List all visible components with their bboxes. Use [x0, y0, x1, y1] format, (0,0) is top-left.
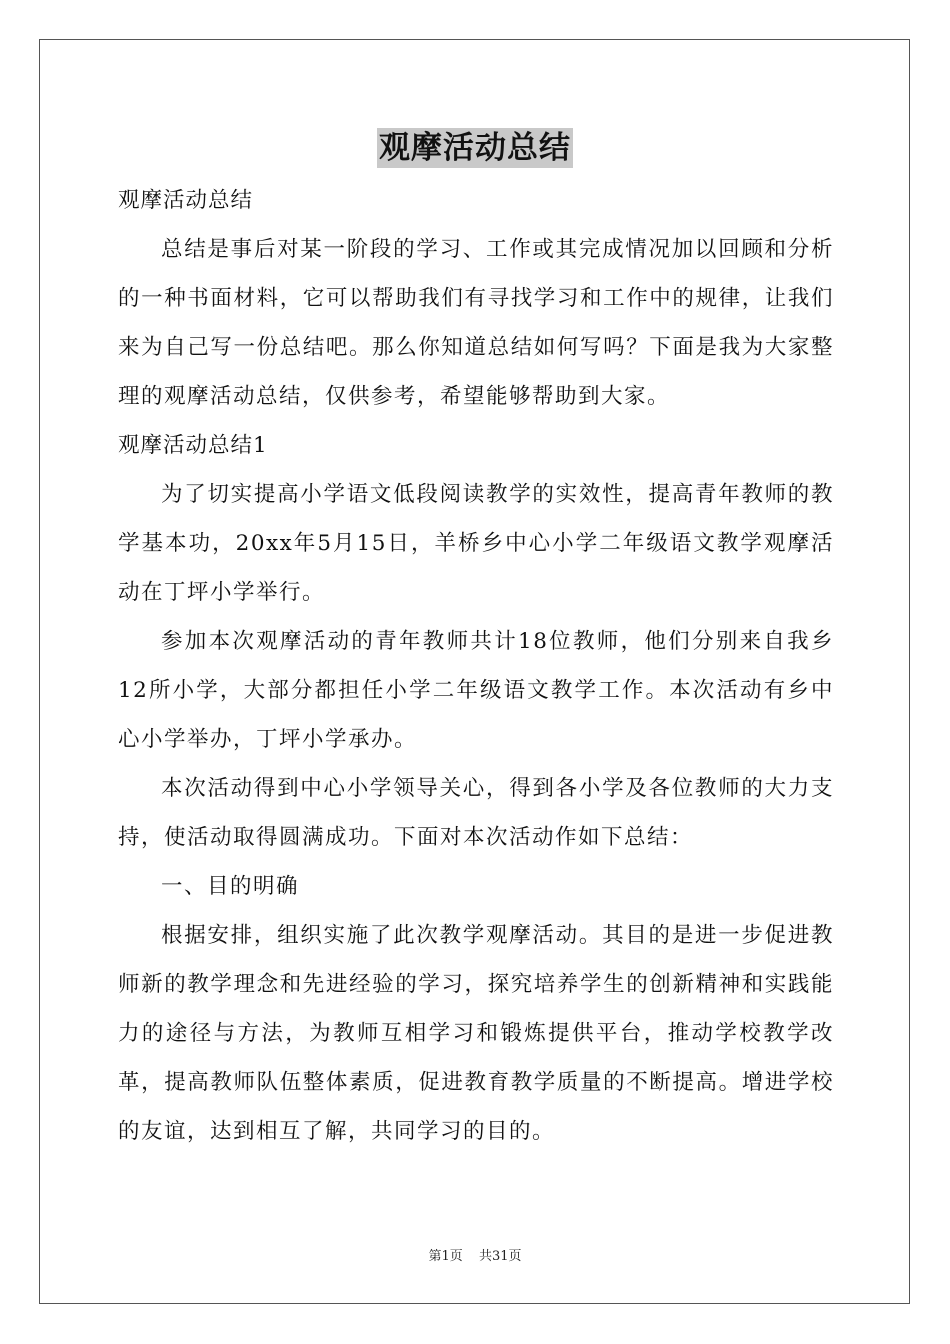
body-paragraph: 为了切实提高小学语文低段阅读教学的实效性，提高青年教师的教学基本功，20xx年5月15日，羊桥乡中心小学二年级语文教学观摩活动在丁坪小学举行。 [118, 482, 834, 605]
body-paragraph: 根据安排，组织实施了此次教学观摩活动。其目的是进一步促进教师新的教学理念和先进经验的学习，探究培养学生的创新精神和实践能力的途径与方法，为教师互相学习和锻炼提供平台，推动学校教学改革，提高教师队伍整体素质，促进教育教学质量的不断提高。增进学校的友谊，达到相互了解，共同学习的目的。 [118, 923, 834, 1144]
subsection-heading: 一、目的明确 [161, 874, 300, 899]
document-body [118, 176, 834, 1156]
title-container [0, 128, 950, 168]
document-title: 观摩活动总结 [379, 130, 571, 166]
total-pages: 共31页 [478, 1249, 522, 1264]
intro-paragraph: 总结是事后对某一阶段的学习、工作或其完成情况加以回顾和分析的一种书面材料，它可以帮助我们有寻找学习和工作中的规律，让我们来为自己写一份总结吧。那么你知道总结如何写吗？下面是我为大家整理的观摩活动总结，仅供参考，希望能够帮助到大家。 [118, 237, 834, 409]
body-paragraph: 本次活动得到中心小学领导关心，得到各小学及各位教师的大力支持，使活动取得圆满成功。下面对本次活动作如下总结： [118, 776, 834, 850]
page-footer [0, 1245, 950, 1264]
page-number: 第1页 [428, 1249, 463, 1264]
body-paragraph: 参加本次观摩活动的青年教师共计18位教师，他们分别来自我乡12所小学，大部分都担任小学二年级语文教学工作。本次活动有乡中心小学举办，丁坪小学承办。 [118, 629, 834, 752]
subtitle-heading: 观摩活动总结 [118, 188, 254, 213]
section-heading: 观摩活动总结1 [118, 433, 268, 458]
